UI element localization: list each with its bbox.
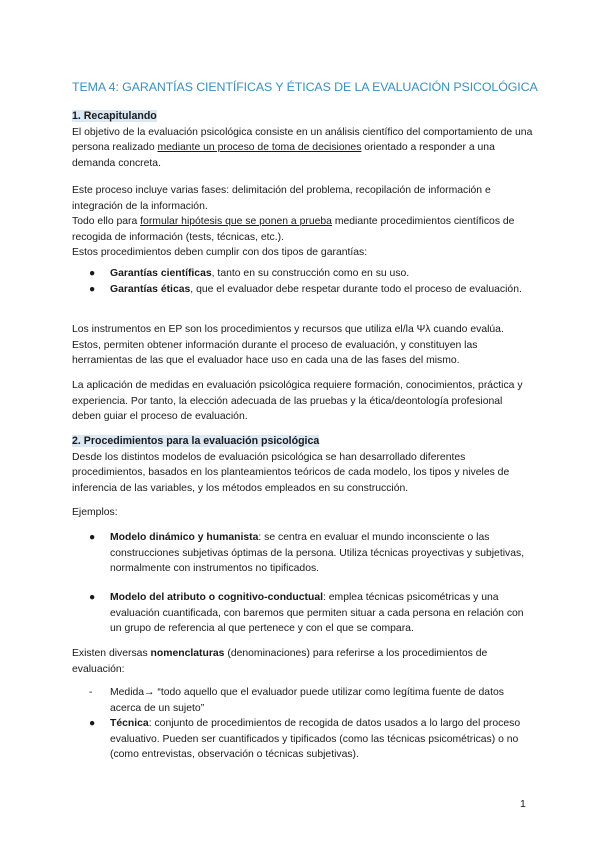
text: : emplea técnicas psicométricas y una evaluación cuantificada, con baremos que permiten situar a cada persona en relación con un grupo de referencia al que pertenece y con el que se compara. — [110, 592, 524, 634]
bold-text: Técnica — [110, 718, 149, 729]
list-item — [72, 282, 534, 298]
section-1-heading: 1. Recapitulando — [72, 110, 157, 122]
list-item — [72, 530, 534, 577]
bullet-icon: ● — [89, 283, 96, 295]
text: : conjunto de procedimientos de recogida de datos usados a lo largo del proceso evaluativo. Pueden ser cuantificados y tipificados (como las técnicas psicométricas) o no (como entrevistas, observación o técnicas subjetivas). — [110, 718, 521, 760]
bullet-icon: ● — [89, 718, 96, 729]
bullet-icon: ● — [89, 532, 96, 543]
section-1 — [72, 109, 534, 171]
text: Existen diversas — [72, 648, 151, 659]
paragraph: Ejemplos: — [72, 507, 118, 518]
text: : se centra en evaluar el mundo inconsciente o las construcciones subjetivas óptimas de la persona. Utiliza técnicas proyectivas y subjetivas, normalmente con instrumentos no tipificados. — [110, 532, 525, 574]
text: orientado a responder a una demanda concreta. — [72, 142, 495, 169]
paragraph — [72, 646, 534, 677]
text: mediante procedimientos científicos de recogida de información (tests, técnicas, etc.). — [72, 216, 515, 243]
bold-text: nomenclaturas — [150, 648, 225, 659]
list-item — [72, 685, 534, 716]
text: Todo ello para — [72, 216, 141, 227]
list-item — [72, 266, 534, 282]
bullet-icon: ● — [89, 592, 96, 603]
section-2 — [72, 434, 534, 496]
bold-text: Garantías científicas — [110, 268, 212, 279]
bold-text: Garantías éticas — [110, 283, 191, 295]
models-list — [72, 530, 534, 577]
list-item — [72, 590, 534, 637]
paragraph: Desde los distintos modelos de evaluación psicológica se han desarrollado diferentes procedimientos, basados en los planteamientos teóricos de cada modelo, los tipos y niveles de inferencia de las variables, y los métodos empleados en su construcción. — [72, 451, 510, 494]
models-list — [72, 590, 534, 637]
text: Este proceso incluye varias fases: delimitación del problema, recopilación de información e integración de la información. — [72, 185, 491, 212]
paragraph — [72, 125, 534, 172]
paragraph: La aplicación de medidas en evaluación psicológica requiere formación, conocimientos, práctica y experiencia. Por tanto, la elección adecuada de las pruebas y la ética/deontología profesional deben guiar el proceso de evaluación. — [72, 380, 523, 422]
list-item — [72, 716, 534, 763]
guarantees-list — [72, 266, 534, 297]
text: , que el evaluador debe respetar durante todo el proceso de evaluación. — [190, 283, 522, 295]
text: El objetivo de la evaluación psicológica consiste en un análisis científico del comportamiento de una persona realizado — [72, 126, 533, 153]
bold-text: Modelo dinámico y humanista — [110, 532, 259, 543]
dash-icon: - — [89, 687, 93, 698]
text: (denominaciones) para referirse a los procedimientos de evaluación: — [72, 648, 488, 675]
text: Medida→ “todo aquello que el evaluador puede utilizar como legítima fuente de datos acerca de un sujeto” — [110, 687, 504, 714]
paragraph: Los instrumentos en EP son los procedimientos y recursos que utiliza el/la Ψλ cuando evalúa. Estos, permiten obtener información durante el proceso de evaluación, y constituyen las herramientas de las que el evaluador hace uso en cada una de las fases del mismo. — [72, 324, 504, 366]
underlined-text: mediante un proceso de toma de decisiones — [157, 142, 362, 153]
bold-text: Modelo del atributo o cognitivo-conductual — [110, 592, 323, 603]
nomenclature-list — [72, 685, 534, 763]
section-2-heading: 2. Procedimientos para la evaluación psicológica — [72, 435, 320, 447]
text: Estos procedimientos deben cumplir con dos tipos de garantías: — [72, 247, 368, 258]
text: , tanto en su construcción como en su uso. — [211, 268, 410, 279]
page-title: TEMA 4: GARANTÍAS CIENTÍFICAS Y ÉTICAS DE LA EVALUACIÓN PSICOLÓGICA — [72, 80, 538, 94]
underlined-text: formular hipótesis que se ponen a prueba — [140, 216, 332, 227]
page-number: 1 — [520, 798, 526, 810]
paragraph — [72, 183, 534, 261]
bullet-icon: ● — [89, 268, 96, 279]
